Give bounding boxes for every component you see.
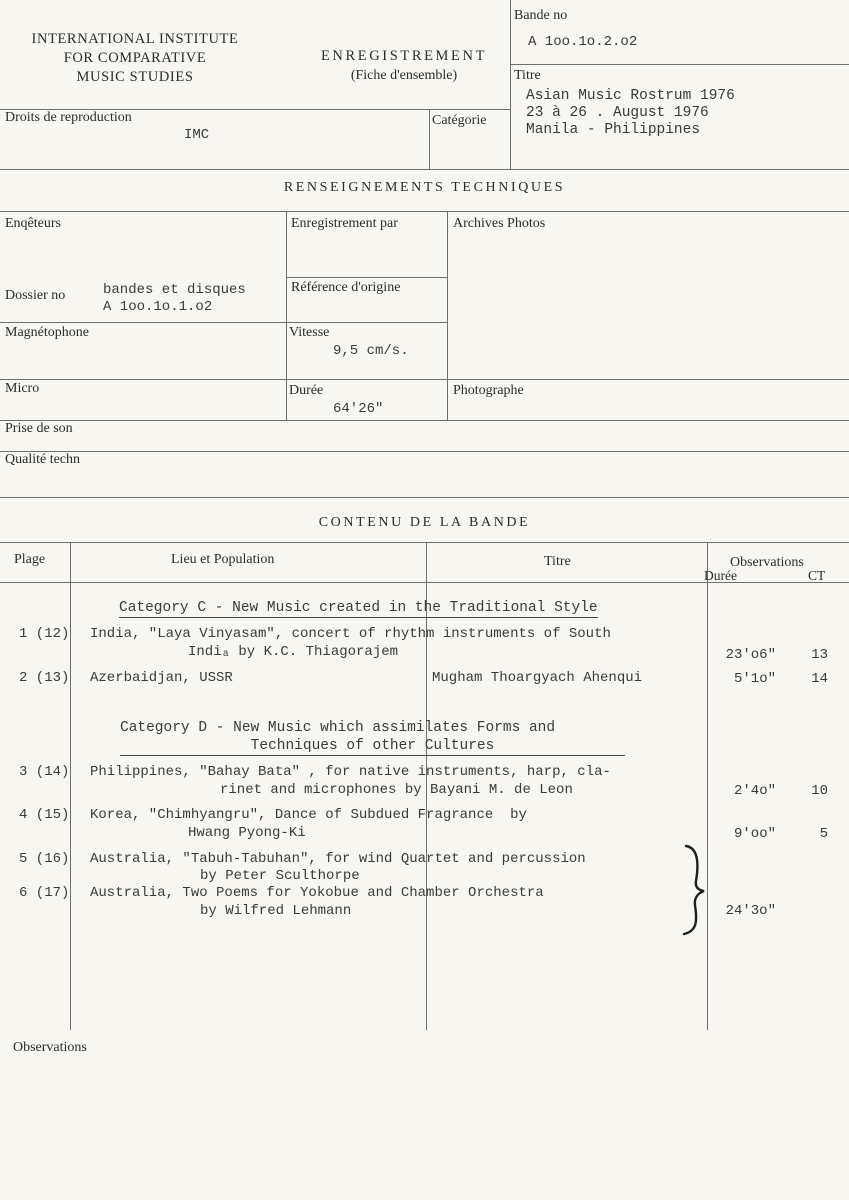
col-lieu-header: Lieu et Population (171, 552, 275, 567)
micro-label: Micro (5, 381, 40, 396)
table-top-line (0, 542, 849, 543)
tech-line-magnetophone (0, 379, 849, 380)
row-4-plage: 4 (15) (19, 807, 70, 823)
duree-label: Durée (289, 383, 324, 398)
categorie-label: Catégorie (432, 113, 487, 128)
brace-icon (676, 843, 710, 937)
prise-de-son-label: Prise de son (5, 421, 73, 436)
tech-divider-2 (447, 211, 448, 421)
titre-line-1: Asian Music Rostrum 1976 (526, 88, 735, 104)
col-duree-header: Durée (704, 568, 737, 583)
row-4-lieu-line-1: Korea, "Chimhyangru", Dance of Subdued Fragrance by (90, 807, 527, 823)
tech-line-prise (0, 451, 849, 452)
duree-value: 64'26" (333, 401, 384, 417)
enqueteurs-label: Enqêteurs (5, 216, 61, 231)
dossier-line-1: bandes et disques (103, 282, 246, 298)
category-d-text-2: Techniques of other Cultures (120, 738, 625, 756)
photographe-label: Photographe (453, 383, 524, 398)
dossier-label: Dossier no (5, 288, 66, 303)
header-bottom-line (0, 169, 849, 170)
row-4-duree: 9'oo" (733, 826, 776, 842)
technical-section-title: RENSEIGNEMENTS TECHNIQUES (283, 180, 566, 195)
tech-line-enregistrement (286, 277, 447, 278)
observations-label: Observations (13, 1040, 87, 1055)
row-6-lieu-line-2: by Wilfred Lehmann (200, 903, 352, 919)
tech-top-line (0, 211, 849, 212)
col-titre-header: Titre (544, 554, 571, 569)
bande-value: A 1oo.1o.2.o2 (528, 34, 638, 50)
reference-label: Référence d'origine (291, 280, 401, 295)
archives-photos-label: Archives Photos (453, 216, 546, 231)
header-line-right (510, 64, 849, 65)
enregistrement-par-label: Enregistrement par (291, 216, 398, 231)
bande-label: Bande no (514, 8, 568, 23)
form-subtitle: (Fiche d'ensemble) (350, 68, 458, 83)
titre-line-2: 23 à 26 . August 1976 (526, 105, 709, 121)
row-6-duree: 24'3o" (725, 903, 776, 919)
dossier-value (103, 282, 246, 316)
row-3-plage: 3 (14) (19, 764, 70, 780)
row-3-ct: 10 (811, 783, 828, 799)
col-observations-header: Observations (730, 555, 804, 570)
institute-line-3: MUSIC STUDIES (76, 69, 194, 85)
row-5-lieu-line-1: Australia, "Tabuh-Tabuhan", for wind Quartet and percussion (90, 851, 586, 867)
dossier-line-2: A 1oo.1o.1.o2 (103, 299, 213, 315)
row-1-ct: 13 (811, 647, 828, 663)
row-2-plage: 2 (13) (19, 670, 70, 686)
tech-line-micro (0, 420, 849, 421)
row-2-lieu: Azerbaidjan, USSR (90, 670, 233, 686)
category-c-text: Category C - New Music created in the Traditional Style (119, 600, 598, 616)
row-1-lieu-line-2: Indiₐ by K.C. Thiagorajem (188, 644, 399, 660)
row-2-titre: Mugham Thoargyach Ahenqui (432, 670, 643, 686)
row-6-plage: 6 (17) (19, 885, 70, 901)
titre-line-3: Manila - Philippines (526, 122, 701, 138)
row-1-plage: 1 (12) (19, 626, 70, 642)
row-2-ct: 14 (811, 671, 828, 687)
row-5-lieu-line-2: by Peter Sculthorpe (200, 868, 360, 884)
institute-name (4, 30, 266, 87)
col-plage-header: Plage (14, 552, 46, 567)
category-d-line-2 (120, 738, 625, 756)
col-ct-header: CT (808, 568, 826, 583)
magnetophone-label: Magnétophone (5, 325, 89, 340)
categorie-divider (429, 109, 430, 170)
vitesse-label: Vitesse (289, 325, 330, 340)
titre-label: Titre (514, 68, 541, 83)
institute-line-1: INTERNATIONAL INSTITUTE (31, 31, 239, 47)
form-title: ENREGISTREMENT (320, 48, 488, 64)
institute-line-2: FOR COMPARATIVE (63, 50, 207, 66)
row-1-lieu-line-1: India, "Laya Vinyasam", concert of rhythm instruments of South (90, 626, 611, 642)
row-2-duree: 5'1o" (733, 671, 776, 687)
row-3-lieu-line-1: Philippines, "Bahay Bata" , for native instruments, harp, cla- (90, 764, 611, 780)
vitesse-value: 9,5 cm/s. (333, 343, 409, 359)
row-6-lieu-line-1: Australia, Two Poems for Yokobue and Chamber Orchestra (90, 885, 544, 901)
header-divider-vertical (510, 0, 511, 170)
row-3-duree: 2'4o" (733, 783, 776, 799)
droits-label: Droits de reproduction (5, 110, 132, 125)
row-4-ct: 5 (819, 826, 828, 842)
tech-line-dossier (0, 322, 447, 323)
category-d-line-1: Category D - New Music which assimilates Forms and (120, 720, 556, 736)
contents-section-title: CONTENU DE LA BANDE (318, 515, 531, 530)
category-c-heading (119, 600, 598, 616)
tech-line-qualite (0, 497, 849, 498)
titre-value (526, 88, 735, 139)
row-4-lieu-line-2: Hwang Pyong-Ki (188, 825, 306, 841)
qualite-label: Qualité techn (5, 452, 81, 467)
row-1-duree: 23'o6" (725, 647, 776, 663)
table-col-divider-1 (70, 542, 71, 1030)
row-5-plage: 5 (16) (19, 851, 70, 867)
tech-divider-1 (286, 211, 287, 421)
row-3-lieu-line-2: rinet and microphones by Bayani M. de Leon (220, 782, 573, 798)
droits-value: IMC (184, 127, 210, 143)
